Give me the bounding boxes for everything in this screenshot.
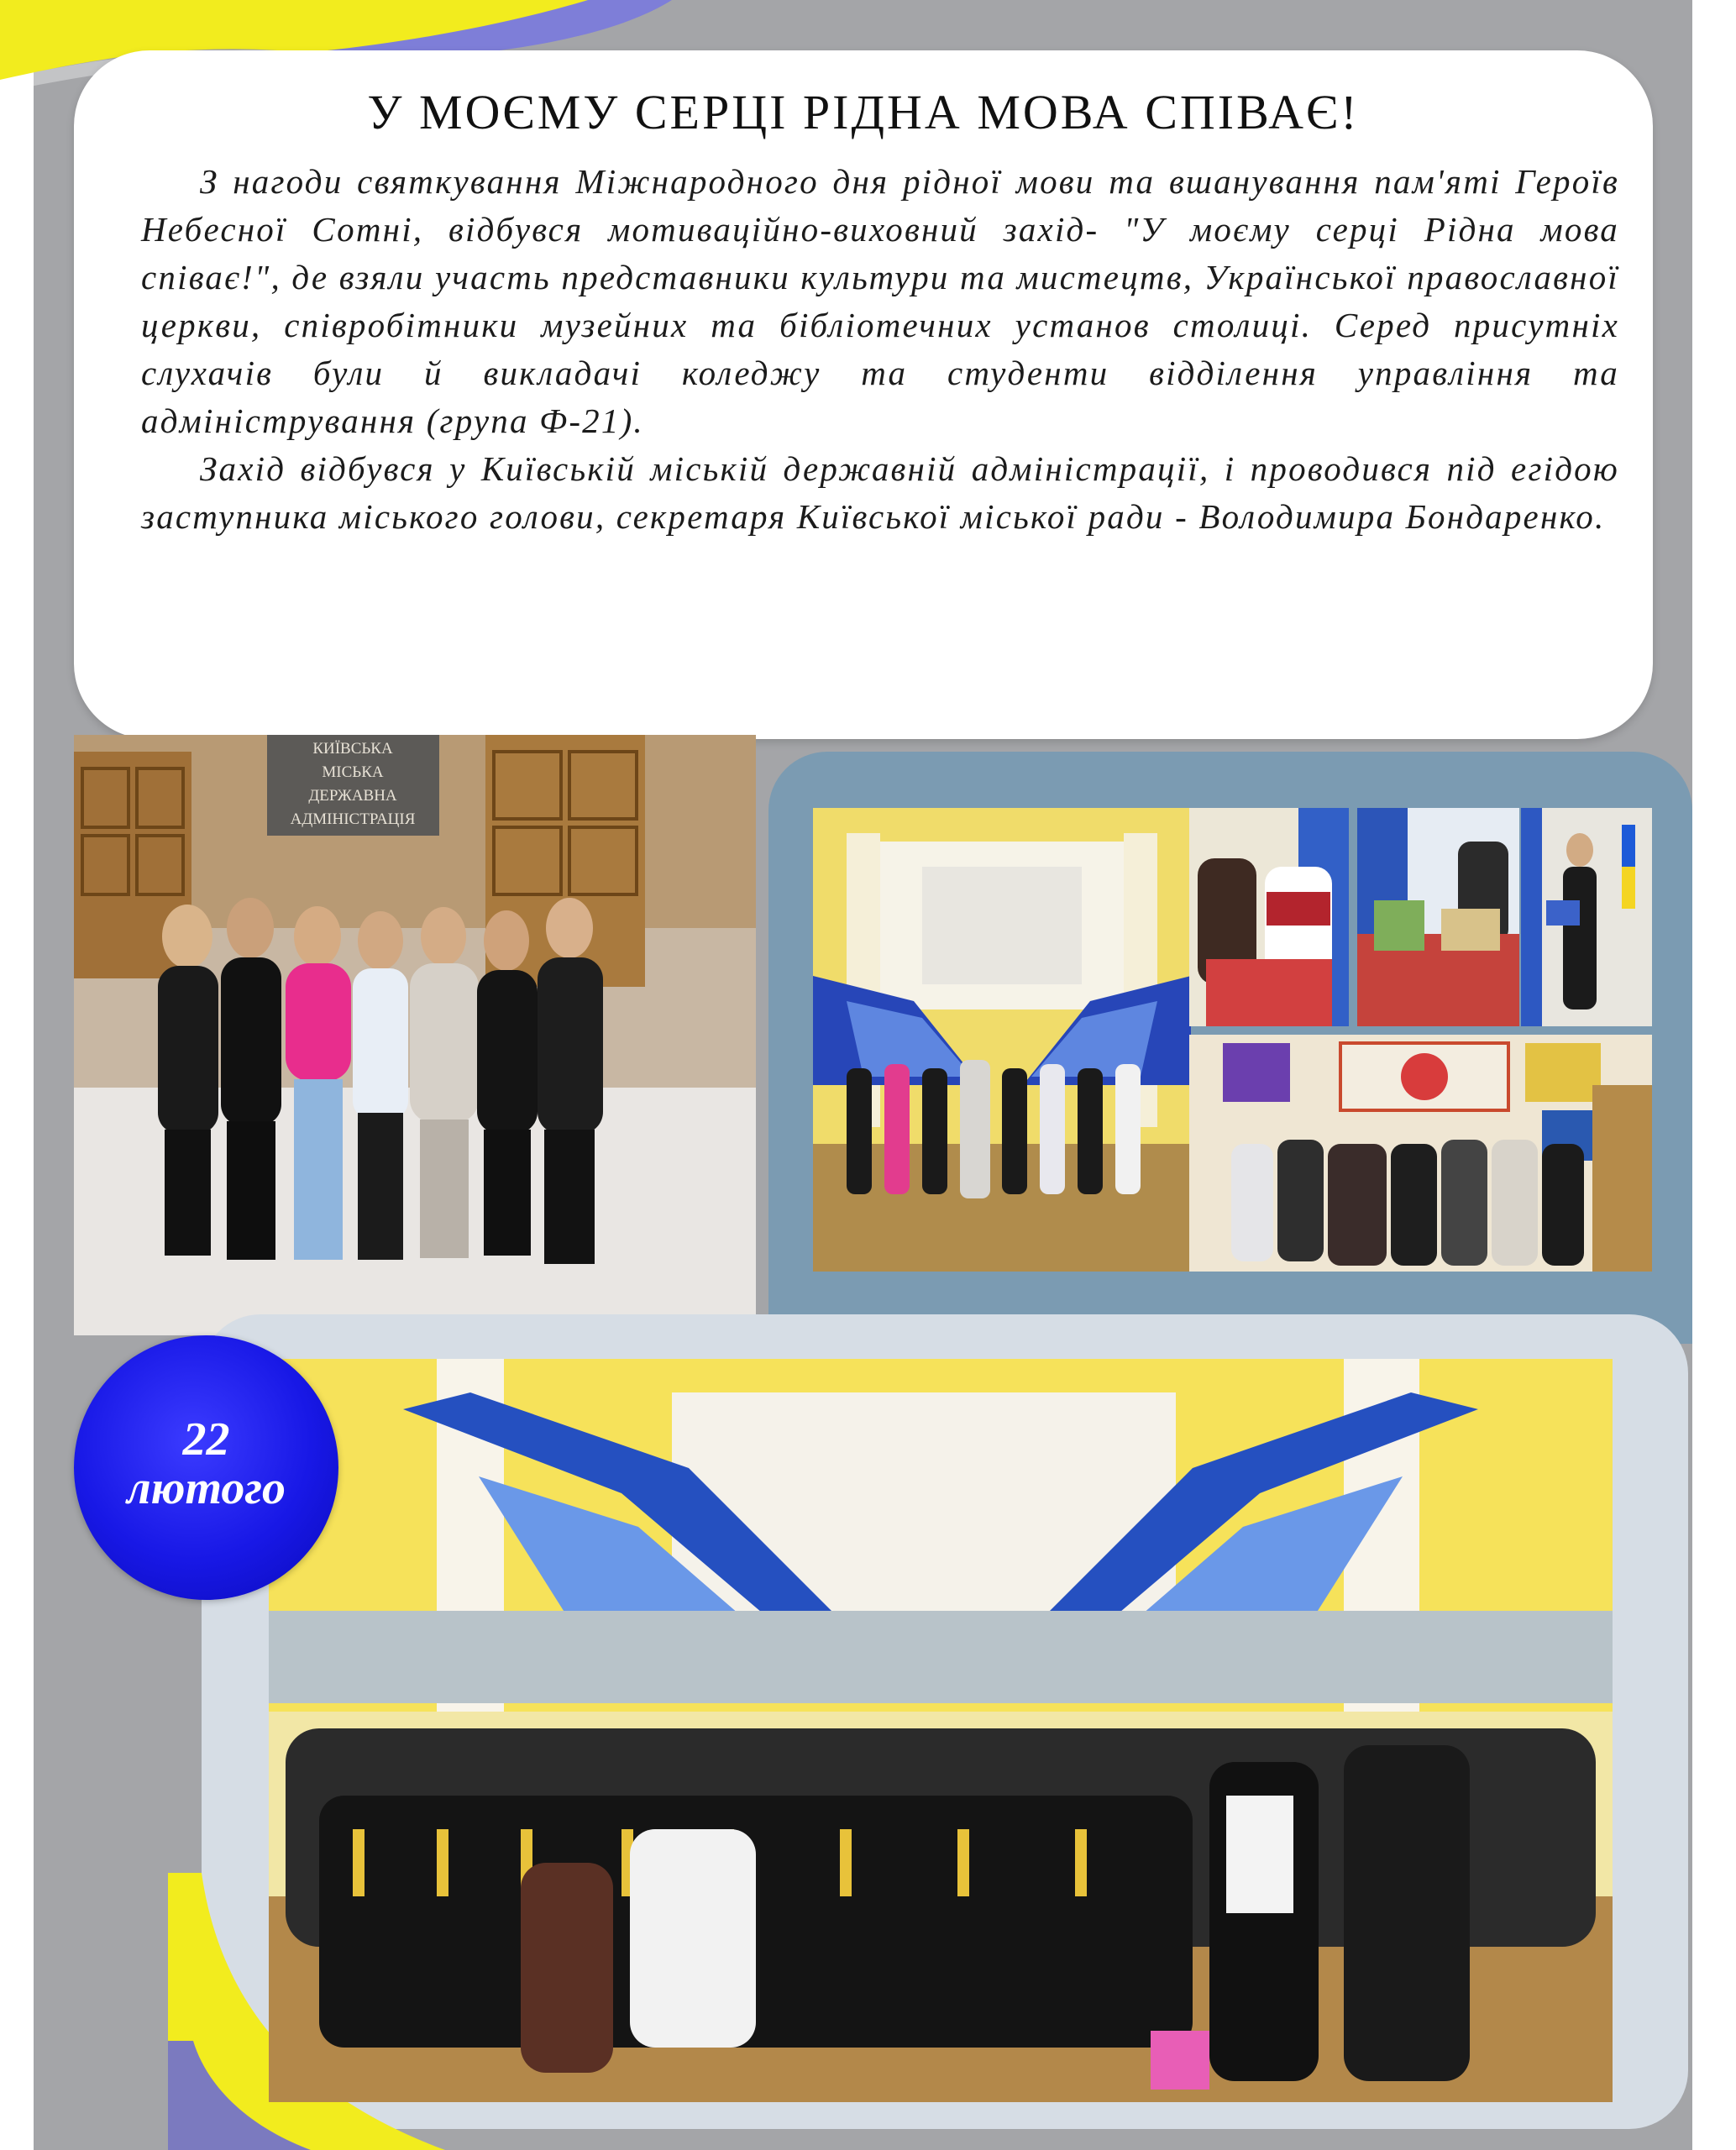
- article-paragraph-1: З нагоди святкування Міжнародного дня рідної мови та вшанування пам'яті Героїв Небесної Сотні, відбувся мотиваційно-виховний захід- "У моєму серці Рідна мова співає!", де взяли участь представники культури та мистецтв, Української православної церкви, співробітники музейних та бібліотечних установ столиці. Серед присутніх слухачів були й викладачі коледжу та студенти відділення управління та адміністрування (група Ф-21).: [141, 162, 1619, 440]
- photo-speaker-at-podium: [1521, 808, 1652, 1026]
- article-paragraph-2: Захід відбувся у Київській міській державній адміністрації, і проводився під егідою заступника міського голови, секретаря Київської міської ради - Володимира Бондаренко.: [141, 449, 1619, 536]
- page-margin: [1692, 0, 1736, 2150]
- sign-line-3: ДЕРЖАВНА: [308, 787, 397, 805]
- sign-line-2: МІСЬКА: [322, 763, 384, 781]
- date-day: 22: [182, 1413, 230, 1466]
- photo-women-in-embroidered-shirts: [1189, 808, 1349, 1026]
- sign-line-4: АДМІНІСТРАЦІЯ: [290, 810, 416, 828]
- photo-group-in-hall: [813, 808, 1191, 1272]
- photo-large-group-with-cadets: [269, 1359, 1613, 2102]
- page-title: У МОЄМУ СЕРЦІ РІДНА МОВА СПІВАЄ!: [367, 85, 1360, 139]
- photo-exhibition-table: [1357, 808, 1519, 1026]
- photo-students-outside-building: [74, 735, 756, 1335]
- photo-group-at-embroidery-exhibit: [1189, 1035, 1652, 1272]
- date-badge: [74, 1335, 338, 1600]
- article-body: [141, 158, 1619, 541]
- sign-line-1: КИЇВСЬКА: [312, 740, 393, 758]
- date-month: лютого: [126, 1462, 286, 1514]
